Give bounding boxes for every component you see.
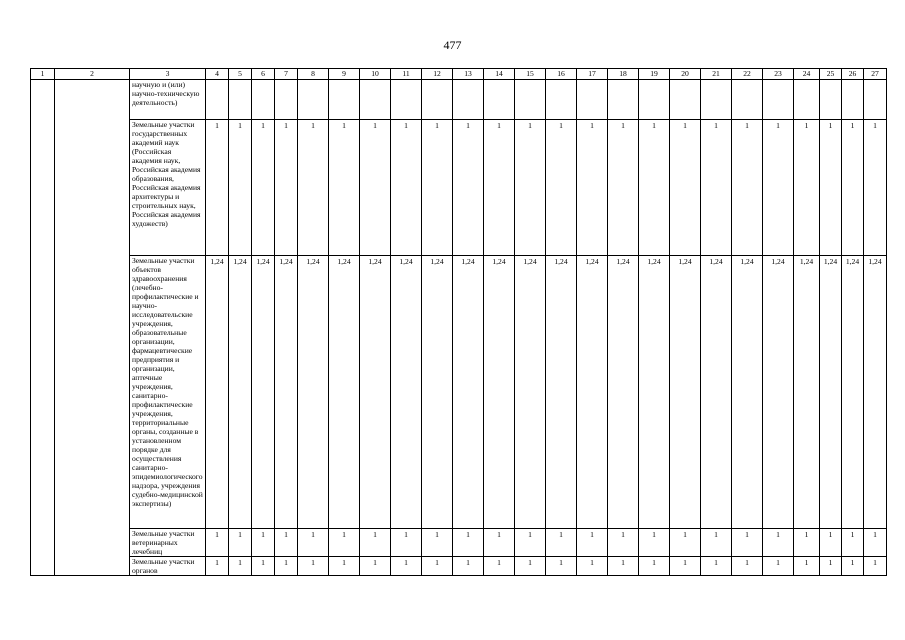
coefficient-cell: 1 [864, 529, 887, 557]
coefficient-cell: 1 [453, 557, 484, 576]
coefficient-cell: 1 [670, 557, 701, 576]
land-category-description: Земельные участки ветеринарных лечебниц [130, 529, 206, 557]
column-number-22: 22 [732, 69, 763, 80]
coefficient-cell: 1 [515, 529, 546, 557]
coefficient-cell: 1 [763, 120, 794, 256]
coefficient-cell [298, 80, 329, 120]
column-number-12: 12 [422, 69, 453, 80]
land-category-description: Земельные участки государственных академий наук (Российская академия наук, Российская академия образования, Российская академия архитектуры и строительных наук, Российская академия художеств) [130, 120, 206, 256]
page-number: 477 [443, 38, 462, 52]
coefficient-cell: 1 [298, 557, 329, 576]
column-number-8: 8 [298, 69, 329, 80]
coefficient-cell: 1 [229, 120, 252, 256]
column-number-24: 24 [794, 69, 820, 80]
coefficient-cell: 1 [422, 120, 453, 256]
coefficient-cell: 1 [275, 557, 298, 576]
column-number-6: 6 [252, 69, 275, 80]
coefficient-cell: 1 [206, 529, 229, 557]
coefficient-cell: 1,24 [794, 256, 820, 529]
coefficient-cell: 1,24 [763, 256, 794, 529]
coefficient-cell: 1 [577, 557, 608, 576]
land-category-description: Земельные участки объектов здравоохранения (лечебно-профилактические и научно-исследовательские учреждения, образовательные организации, фармацевтические предприятия и организации, аптечные учреждения, санитарно-профилактические учреждения, территориальные органы, созданные в установленном порядке для осуществления санитарно-эпидемиологического надзора, учреждения судебно-медицинской экспертизы) [130, 256, 206, 529]
column-number-15: 15 [515, 69, 546, 80]
column-number-9: 9 [329, 69, 360, 80]
coefficient-cell [794, 80, 820, 120]
coefficient-cell: 1 [820, 120, 842, 256]
coefficient-cell: 1 [453, 120, 484, 256]
column-number-25: 25 [820, 69, 842, 80]
column-number-4: 4 [206, 69, 229, 80]
column-number-27: 27 [864, 69, 887, 80]
column-number-13: 13 [453, 69, 484, 80]
column-number-23: 23 [763, 69, 794, 80]
coefficient-cell: 1,24 [360, 256, 391, 529]
coefficient-cell: 1 [422, 529, 453, 557]
coefficient-cell: 1,24 [639, 256, 670, 529]
column-number-10: 10 [360, 69, 391, 80]
coefficient-cell: 1,24 [608, 256, 639, 529]
table-row [31, 120, 887, 256]
coefficient-cell [763, 80, 794, 120]
coefficient-cell: 1,24 [864, 256, 887, 529]
coefficient-cell: 1 [670, 529, 701, 557]
coefficient-cell: 1 [608, 529, 639, 557]
coefficient-cell: 1 [763, 529, 794, 557]
coefficient-cell: 1 [670, 120, 701, 256]
column-number-19: 19 [639, 69, 670, 80]
coefficient-cell: 1 [794, 557, 820, 576]
coefficient-cell: 1 [577, 120, 608, 256]
coefficient-cell [864, 80, 887, 120]
coefficient-cell: 1 [206, 120, 229, 256]
coefficient-cell: 1 [546, 557, 577, 576]
coefficient-cell: 1 [608, 557, 639, 576]
column-number-1: 1 [31, 69, 55, 80]
land-plots-coefficient-table [30, 68, 887, 576]
coefficient-cell: 1,24 [252, 256, 275, 529]
column-1-cell [31, 80, 55, 576]
column-2-cell [55, 80, 130, 576]
coefficient-cell: 1 [794, 529, 820, 557]
coefficient-cell: 1 [701, 557, 732, 576]
coefficient-cell: 1 [864, 120, 887, 256]
column-number-5: 5 [229, 69, 252, 80]
column-number-3: 3 [130, 69, 206, 80]
coefficient-cell: 1 [275, 120, 298, 256]
coefficient-cell: 1,24 [453, 256, 484, 529]
coefficient-cell: 1 [639, 529, 670, 557]
coefficient-cell: 1 [484, 120, 515, 256]
land-category-description: научную и (или) научно-техническую деятельность) [130, 80, 206, 120]
coefficient-cell [422, 80, 453, 120]
coefficient-cell: 1 [864, 557, 887, 576]
coefficient-cell [608, 80, 639, 120]
coefficient-cell: 1 [842, 120, 864, 256]
coefficient-cell: 1,24 [275, 256, 298, 529]
coefficient-cell: 1 [298, 120, 329, 256]
coefficient-cell [360, 80, 391, 120]
coefficient-cell [546, 80, 577, 120]
coefficient-cell: 1,24 [577, 256, 608, 529]
coefficient-cell: 1 [732, 557, 763, 576]
coefficient-cell [639, 80, 670, 120]
coefficient-cell: 1,24 [515, 256, 546, 529]
coefficient-cell: 1 [820, 529, 842, 557]
coefficient-cell: 1 [329, 120, 360, 256]
coefficient-cell: 1,24 [484, 256, 515, 529]
column-number-11: 11 [391, 69, 422, 80]
coefficient-cell [515, 80, 546, 120]
column-number-20: 20 [670, 69, 701, 80]
coefficient-cell: 1 [360, 529, 391, 557]
coefficient-cell: 1 [229, 557, 252, 576]
coefficient-cell: 1 [639, 120, 670, 256]
coefficient-cell [732, 80, 763, 120]
coefficient-cell: 1 [252, 557, 275, 576]
coefficient-cell: 1 [701, 120, 732, 256]
coefficient-cell: 1 [546, 120, 577, 256]
coefficient-cell [252, 80, 275, 120]
column-number-7: 7 [275, 69, 298, 80]
column-number-14: 14 [484, 69, 515, 80]
coefficient-cell: 1 [608, 120, 639, 256]
coefficient-cell: 1 [206, 557, 229, 576]
coefficient-cell [670, 80, 701, 120]
coefficient-cell [329, 80, 360, 120]
coefficient-cell: 1,24 [546, 256, 577, 529]
land-category-description: Земельные участки органов [130, 557, 206, 576]
coefficient-cell: 1,24 [701, 256, 732, 529]
coefficient-cell: 1,24 [229, 256, 252, 529]
coefficient-cell [206, 80, 229, 120]
coefficient-cell: 1 [842, 557, 864, 576]
coefficient-cell: 1 [229, 529, 252, 557]
coefficient-cell [842, 80, 864, 120]
coefficient-cell: 1 [732, 529, 763, 557]
coefficient-cell: 1 [329, 529, 360, 557]
coefficient-cell: 1,24 [329, 256, 360, 529]
coefficient-cell: 1 [484, 529, 515, 557]
coefficient-cell: 1 [842, 529, 864, 557]
coefficient-cell: 1 [577, 529, 608, 557]
coefficient-cell: 1,24 [206, 256, 229, 529]
coefficient-cell: 1 [763, 557, 794, 576]
coefficient-cell: 1 [252, 120, 275, 256]
coefficient-cell: 1 [820, 557, 842, 576]
coefficient-cell: 1,24 [732, 256, 763, 529]
coefficient-cell: 1,24 [422, 256, 453, 529]
coefficient-cell [453, 80, 484, 120]
column-number-16: 16 [546, 69, 577, 80]
column-number-21: 21 [701, 69, 732, 80]
coefficient-cell: 1 [360, 557, 391, 576]
coefficient-cell [820, 80, 842, 120]
table-row [31, 557, 887, 576]
table-row [31, 80, 887, 120]
coefficient-cell: 1 [298, 529, 329, 557]
coefficient-cell: 1 [515, 120, 546, 256]
coefficient-cell: 1 [484, 557, 515, 576]
coefficient-cell [577, 80, 608, 120]
coefficient-cell: 1 [252, 529, 275, 557]
table-header-row [31, 69, 887, 80]
coefficient-cell: 1 [391, 120, 422, 256]
coefficient-cell: 1,24 [820, 256, 842, 529]
coefficient-cell: 1 [391, 557, 422, 576]
coefficient-cell: 1,24 [298, 256, 329, 529]
table-row [31, 256, 887, 529]
coefficient-cell: 1,24 [391, 256, 422, 529]
coefficient-cell: 1 [732, 120, 763, 256]
coefficient-cell: 1 [453, 529, 484, 557]
coefficient-cell: 1 [546, 529, 577, 557]
coefficient-cell: 1,24 [842, 256, 864, 529]
coefficient-cell: 1 [701, 529, 732, 557]
column-number-18: 18 [608, 69, 639, 80]
coefficient-cell: 1 [794, 120, 820, 256]
column-number-2: 2 [55, 69, 130, 80]
coefficient-cell [701, 80, 732, 120]
column-number-17: 17 [577, 69, 608, 80]
coefficient-cell: 1 [329, 557, 360, 576]
coefficient-cell: 1 [422, 557, 453, 576]
coefficient-cell: 1 [275, 529, 298, 557]
coefficient-cell: 1 [515, 557, 546, 576]
coefficient-cell [484, 80, 515, 120]
coefficient-cell [229, 80, 252, 120]
coefficient-cell: 1 [360, 120, 391, 256]
table-row [31, 529, 887, 557]
coefficient-cell: 1 [391, 529, 422, 557]
coefficient-cell [275, 80, 298, 120]
coefficient-cell [391, 80, 422, 120]
coefficient-cell: 1,24 [670, 256, 701, 529]
column-number-26: 26 [842, 69, 864, 80]
coefficient-cell: 1 [639, 557, 670, 576]
